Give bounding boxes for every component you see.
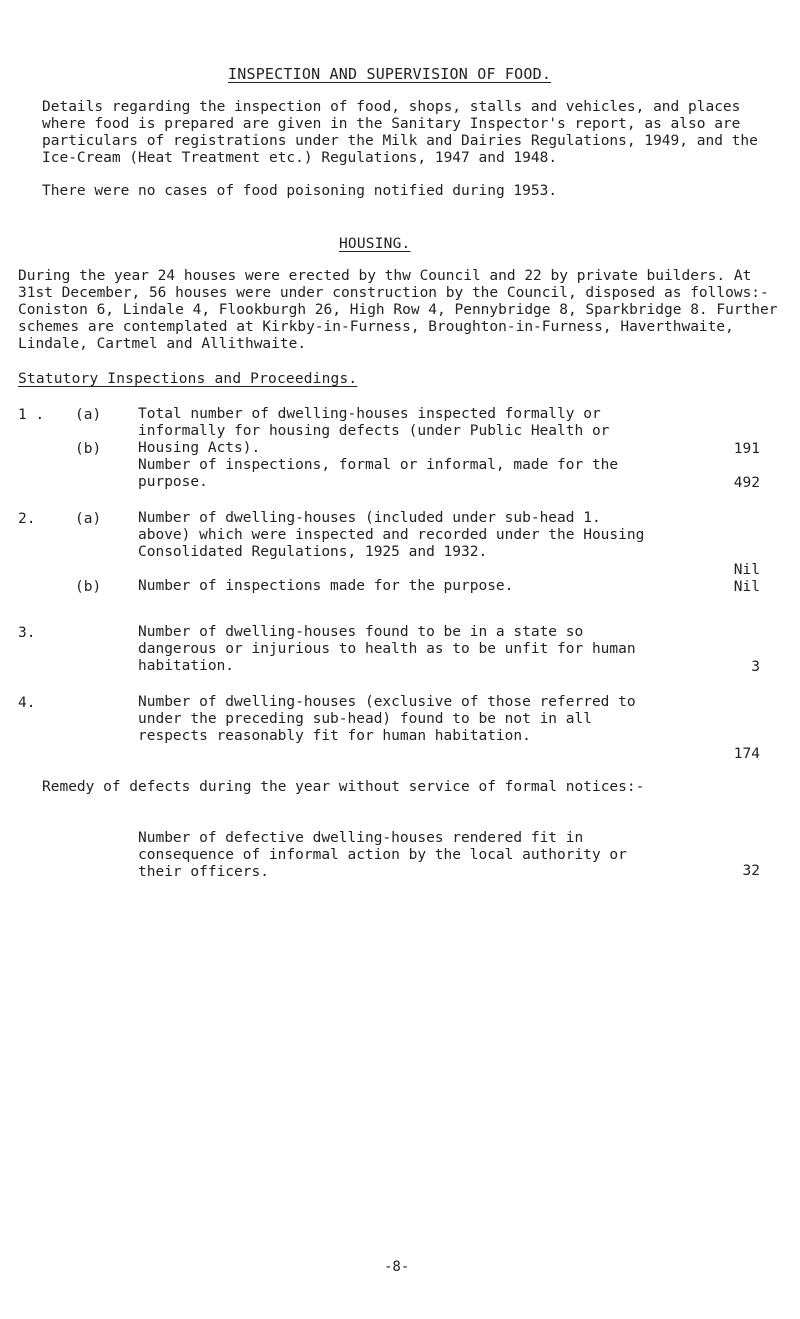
housing-heading: HOUSING. bbox=[339, 236, 411, 252]
item-number: 2. bbox=[18, 511, 36, 527]
item-value: Nil bbox=[733, 579, 760, 595]
item-subletter: (a) bbox=[75, 407, 102, 423]
statutory-heading: Statutory Inspections and Proceedings. bbox=[18, 371, 358, 387]
item-text: Number of dwelling-houses (exclusive of those referred to under the preceding sub-head) found to be not in all respects reasonably fit for human habitation. bbox=[138, 694, 636, 744]
item-value: 191 bbox=[733, 441, 760, 457]
item-subletter: (a) bbox=[75, 511, 102, 527]
page-number: -8- bbox=[384, 1259, 410, 1275]
item-number: 4. bbox=[18, 695, 36, 711]
housing-paragraph: During the year 24 houses were erected by thw Council and 22 by private builders. At 31st December, 56 houses were under construction by the Council, disposed as follows:- Coniston 6, Lindale 4, Flookburgh 26, High Row 4, Pennybridge 8, Sparkbridge 8. Further schemes are contemplated at Kirkby-in-Furness, Broughton-in-Furness, Haverthwaite, Lindale, Cartmel and Allithwaite. bbox=[18, 268, 778, 352]
item-text: Total number of dwelling-houses inspected formally or informally for housing defects (under Public Health or Housing Acts). bbox=[138, 406, 610, 456]
item-text: Number of dwelling-houses (included under sub-head 1. above) which were inspected and recorded under the Housing Consolidated Regulations, 1925 and 1932. bbox=[138, 510, 645, 560]
remedy-intro: Remedy of defects during the year without service of formal notices:- bbox=[42, 779, 645, 795]
item-subletter: (b) bbox=[75, 441, 102, 457]
item-text: Number of dwelling-houses found to be in a state so dangerous or injurious to health as to be unfit for human habitation. bbox=[138, 624, 636, 674]
inspection-heading: INSPECTION AND SUPERVISION OF FOOD. bbox=[228, 65, 552, 83]
remedy-value: 32 bbox=[742, 863, 760, 879]
food-details-paragraph: Details regarding the inspection of food, shops, stalls and vehicles, and places where food is prepared are given in the Sanitary Inspector's report, as also are particulars of registrations under the Milk and Dairies Regulations, 1949, and the Ice-Cream (Heat Treatment etc.) Regulations, 1947 and 1948. bbox=[42, 99, 758, 166]
item-value: Nil bbox=[733, 562, 760, 578]
item-value: 3 bbox=[751, 659, 760, 675]
item-value: 492 bbox=[733, 475, 760, 491]
item-number: 1 . bbox=[18, 407, 45, 423]
item-value: 174 bbox=[733, 746, 760, 762]
item-subletter: (b) bbox=[75, 579, 102, 595]
remedy-text: Number of defective dwelling-houses rendered fit in consequence of informal action by the local authority or their officers. bbox=[138, 830, 627, 880]
item-text: Number of inspections made for the purpose. bbox=[138, 578, 514, 594]
item-text: Number of inspections, formal or informal, made for the purpose. bbox=[138, 457, 619, 490]
item-number: 3. bbox=[18, 625, 36, 641]
food-poisoning-paragraph: There were no cases of food poisoning notified during 1953. bbox=[42, 183, 558, 199]
